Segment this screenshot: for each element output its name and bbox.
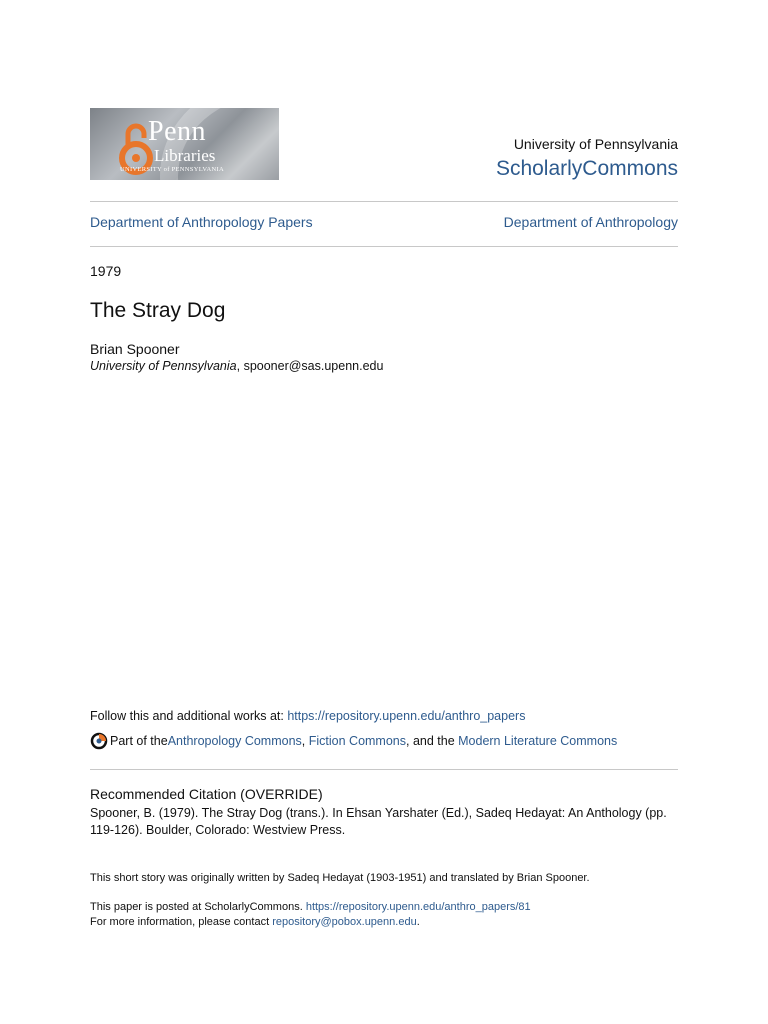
anthropology-commons-link[interactable]: Anthropology Commons: [167, 734, 302, 748]
translation-note: This short story was originally written by Sadeq Hedayat (1903-1951) and translated by Brian Spooner.: [90, 872, 590, 884]
logo-libraries-text: Libraries: [154, 146, 216, 165]
contact-label: For more information, please contact: [90, 916, 273, 928]
follow-url-link[interactable]: https://repository.upenn.edu/anthro_papers: [287, 709, 526, 723]
follow-label: Follow this and additional works at:: [90, 709, 288, 723]
logo-university-text: UNIVERSITY of PENNSYLVANIA: [120, 166, 224, 173]
divider-nav: [90, 246, 678, 247]
institution-name: University of Pennsylvania: [513, 136, 678, 152]
series-link[interactable]: Department of Anthropology Papers: [90, 214, 313, 230]
author-affiliation: University of Pennsylvania, spooner@sas.upenn.edu: [90, 359, 384, 373]
part-of-sep2: , and the: [406, 734, 459, 748]
citation-text: Spooner, B. (1979). The Stray Dog (trans.). In Ehsan Yarshater (Ed.), Sadeq Hedayat: An Anthology (pp. 119-126). Boulder, Colorado: Westview Press.: [90, 806, 667, 837]
modern-literature-commons-link[interactable]: Modern Literature Commons: [458, 734, 618, 748]
divider-citation: [90, 769, 678, 770]
part-of-sep1: ,: [301, 734, 309, 748]
author-email: spooner@sas.upenn.edu: [243, 359, 384, 373]
contact-email-link[interactable]: repository@pobox.upenn.edu: [272, 916, 417, 928]
penn-libraries-logo[interactable]: [90, 108, 279, 180]
fiction-commons-link[interactable]: Fiction Commons: [308, 734, 406, 748]
posted-label: This paper is posted at ScholarlyCommons.: [90, 901, 306, 913]
scholarlycommons-link[interactable]: ScholarlyCommons: [495, 157, 678, 180]
part-of-line: [90, 732, 617, 750]
divider-top: [90, 201, 678, 202]
network-commons-icon: [90, 732, 108, 750]
posted-line: [90, 901, 531, 913]
logo-penn-text: Penn: [148, 116, 206, 147]
department-link[interactable]: Department of Anthropology: [503, 214, 678, 230]
citation-heading: Recommended Citation (OVERRIDE): [90, 786, 323, 802]
follow-line: [90, 709, 525, 723]
paper-url-link[interactable]: https://repository.upenn.edu/anthro_papers/81: [305, 901, 531, 913]
affiliation-name: University of Pennsylvania: [90, 359, 237, 373]
contact-line: [90, 916, 420, 928]
author-name: Brian Spooner: [90, 341, 180, 357]
publication-year: 1979: [90, 263, 122, 279]
contact-end: .: [416, 916, 420, 928]
paper-title: The Stray Dog: [90, 299, 226, 322]
part-of-prefix: Part of the: [110, 734, 168, 748]
